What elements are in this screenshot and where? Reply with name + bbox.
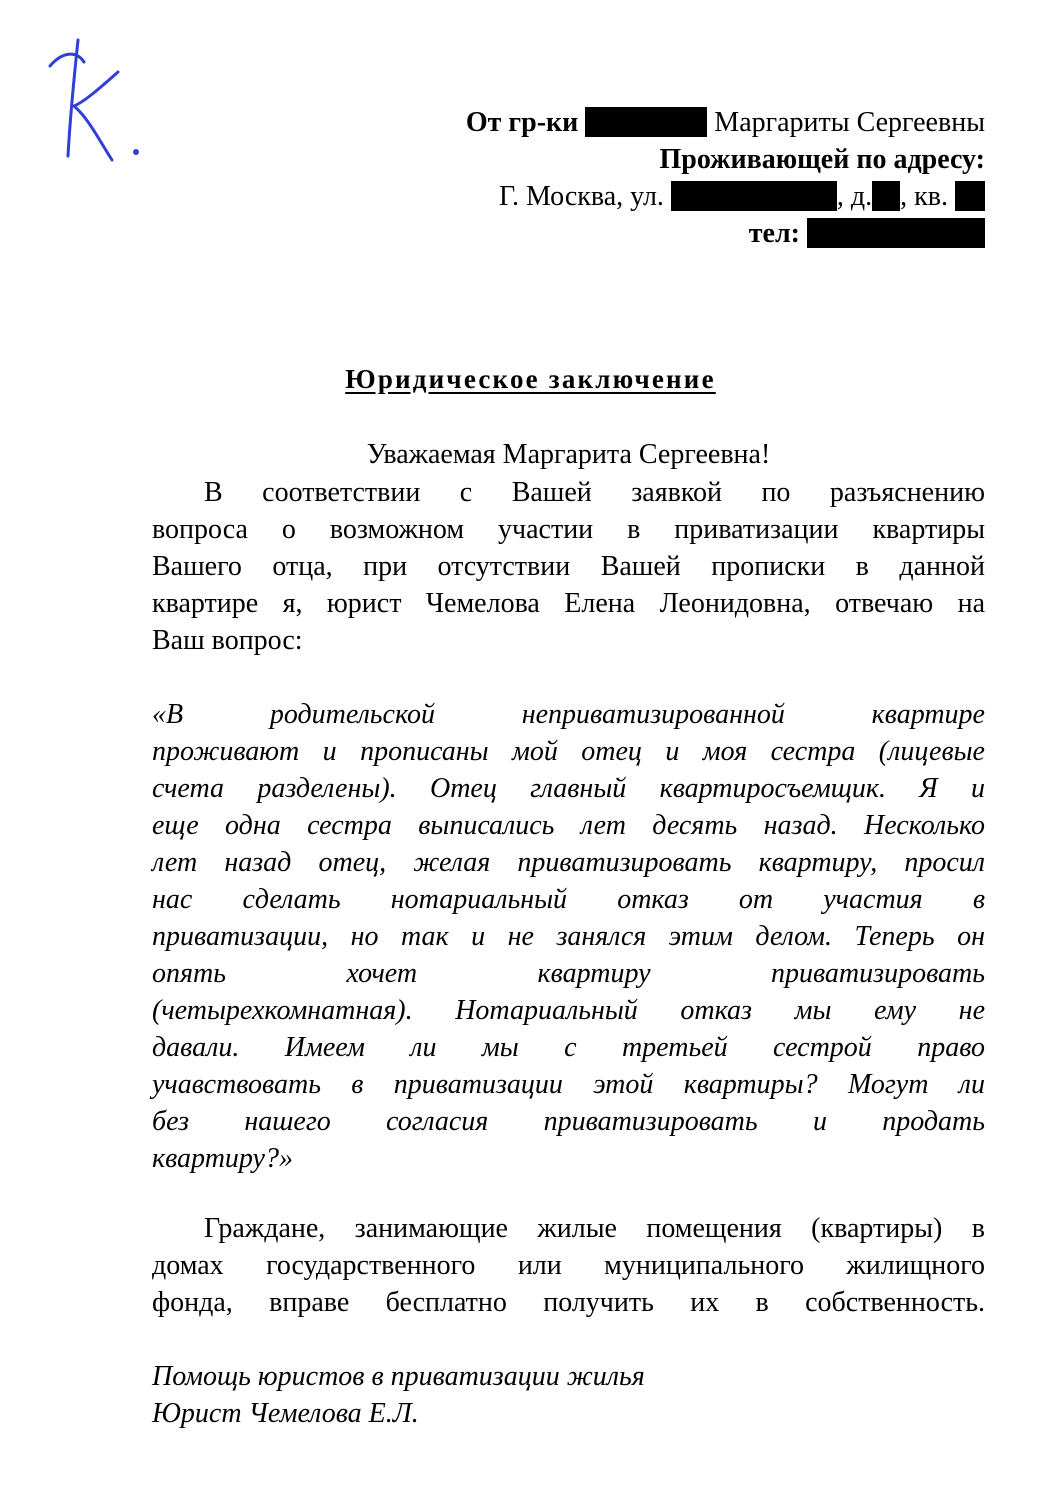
intro-line: Ваш вопрос: (152, 625, 303, 656)
redacted-flat (955, 181, 985, 211)
quote-line: счета разделены). Отец главный квартиросъемщик. Я и (152, 773, 985, 804)
house-label: , д. (836, 181, 873, 212)
document-title: Юридическое заключение (345, 364, 716, 394)
intro-line: квартире я, юрист Чемелова Елена Леонидовна, отвечаю на (152, 588, 985, 619)
signature-service: Помощь юристов в приватизации жилья (152, 1361, 645, 1392)
redacted-house (872, 181, 900, 211)
quote-line: (четырехкомнатная). Нотариальный отказ мы ему не (152, 995, 985, 1026)
quote-line: давали. Имеем ли мы с третьей сестрой право (152, 1032, 985, 1063)
address-label: Проживающей по адресу: (659, 144, 985, 175)
quote-line: «В родительской неприватизированной квартире (152, 699, 985, 730)
answer-line: фонда, вправе бесплатно получить их в собственность. (152, 1287, 985, 1318)
intro-line: Вашего отца, при отсутствии Вашей прописки в данной (152, 551, 985, 582)
quote-line: приватизации, но так и не занялся этим делом. Теперь он (152, 921, 985, 952)
from-label: От гр-ки (465, 107, 579, 138)
handwritten-initial (40, 28, 150, 163)
sender-line (360, 106, 985, 140)
quote-line: квартиру?» (152, 1143, 293, 1174)
quote-line: проживают и прописаны мой отец и моя сестра (лицевые (152, 736, 985, 767)
intro-line: В соответствии с Вашей заявкой по разъяснению (204, 477, 985, 508)
intro-line: вопроса о возможном участии в приватизации квартиры (152, 514, 985, 545)
answer-line: Граждане, занимающие жилые помещения (квартиры) в (204, 1213, 985, 1244)
quote-line: лет назад отец, желая приватизировать квартиру, просил (152, 847, 985, 878)
quote-line: опять хочет квартиру приватизировать (152, 958, 985, 989)
address-label-line (360, 143, 985, 177)
quote-line: учавствовать в приватизации этой квартиры? Могут ли (152, 1069, 985, 1100)
redacted-surname (585, 107, 707, 137)
city-street-label: Г. Москва, ул. (498, 181, 664, 212)
quote-line: еще одна сестра выписались лет десять назад. Несколько (152, 810, 985, 841)
answer-line: домах государственного или муниципального жилищного (152, 1250, 985, 1281)
flat-label: , кв. (900, 181, 948, 212)
address-line (360, 180, 985, 214)
phone-label: тел: (748, 218, 800, 249)
sender-name: Маргариты Сергеевны (714, 107, 985, 138)
redacted-street (671, 181, 837, 211)
quote-line: без нашего согласия приватизировать и продать (152, 1106, 985, 1137)
greeting: Уважаемая Маргарита Сергеевна! (366, 439, 771, 470)
phone-line (360, 217, 985, 251)
quote-line: нас сделать нотариальный отказ от участия в (152, 884, 985, 915)
redacted-phone (807, 218, 985, 248)
signature-lawyer: Юрист Чемелова Е.Л. (152, 1398, 419, 1429)
